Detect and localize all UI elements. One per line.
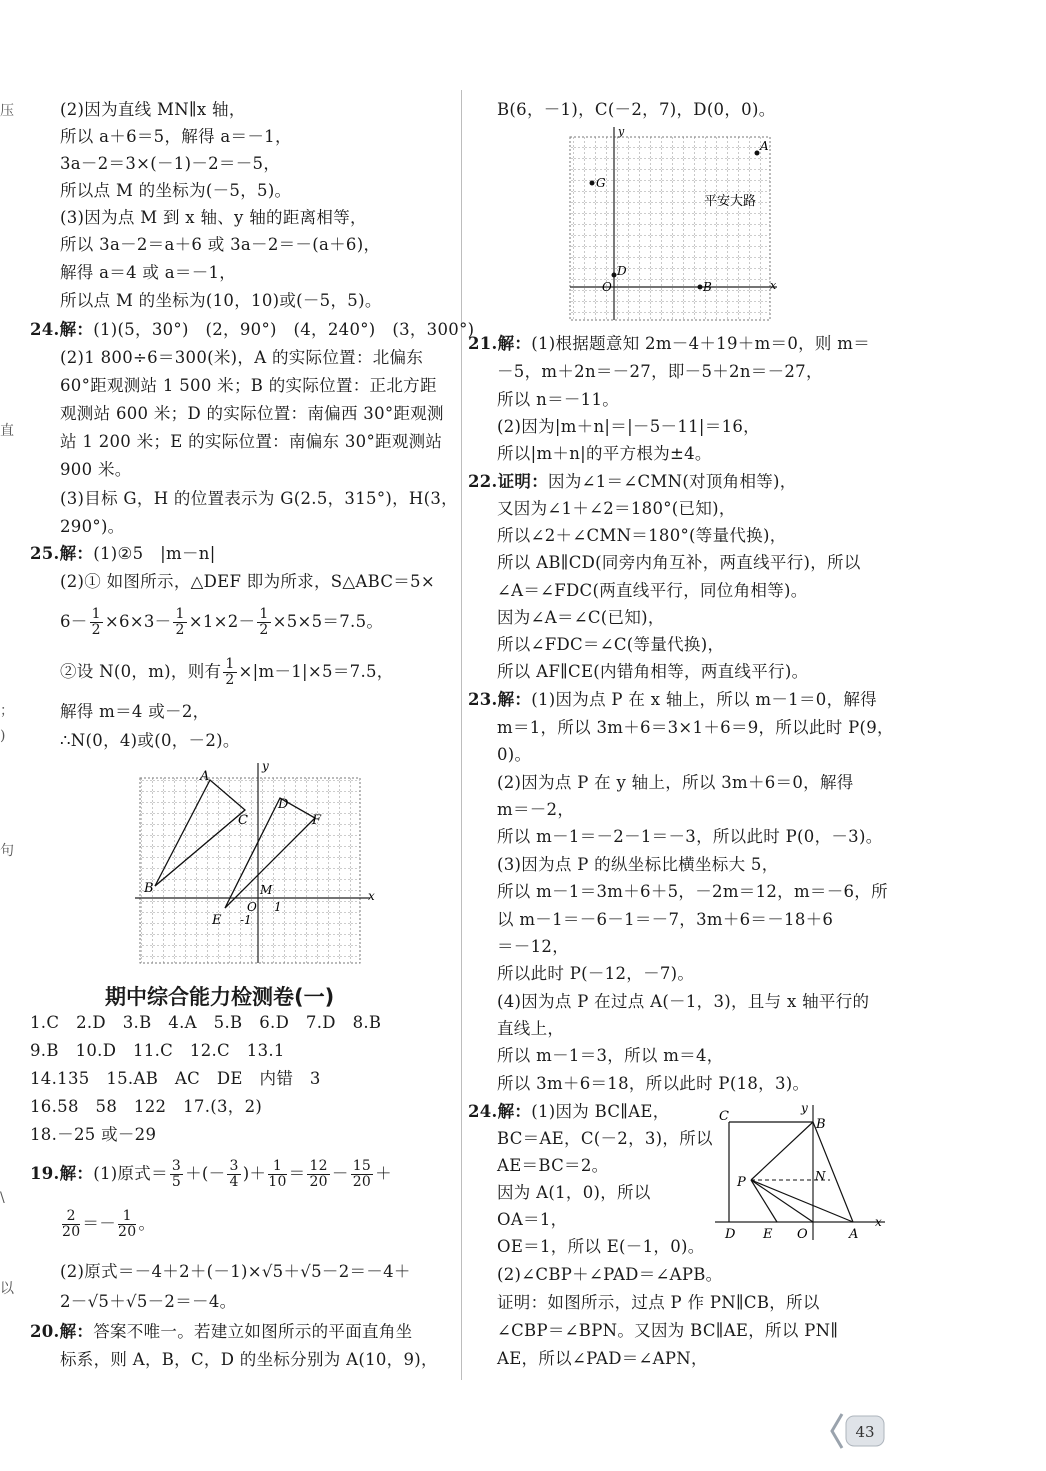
label-p: P [737, 1175, 746, 1190]
label-y: y [262, 759, 269, 773]
text-line: 900 米。 [60, 460, 132, 479]
label-a: A [200, 769, 210, 784]
text-line: 所以|m＋n|的平方根为±4。 [497, 444, 712, 463]
question-23-line [468, 690, 877, 710]
text-line: 所以 3m＋6＝18，所以此时 P(18，3)。 [497, 1074, 810, 1093]
label-d: D [617, 264, 627, 278]
text-line: 观测站 600 米；D 的实际位置：南偏西 30°距观测 [60, 404, 444, 423]
label-d: D [278, 797, 289, 812]
label-x: x [875, 1215, 882, 1229]
answer-line: 16.58 58 122 17.(3，2) [30, 1097, 263, 1116]
formula-line [60, 602, 383, 642]
text-line: 2－√5＋√5－2＝－4。 [60, 1292, 237, 1311]
text-line: (2)① 如图所示，△DEF 即为所求，S△ABC＝5× [60, 572, 435, 591]
text-line: (3)目标 G，H 的位置表示为 G(2.5，315°)，H(3， [60, 489, 458, 508]
text-line: 站 1 200 米；E 的实际位置：南偏东 30°距观测站 [60, 432, 443, 451]
fraction: $\frac{1}{2}$ [225, 656, 235, 688]
text-line: (3)因为点 M 到 x 轴、y 轴的距离相等， [60, 208, 367, 227]
fraction: $\frac{3}{5}$ [171, 1158, 182, 1190]
text: )＋ [242, 1164, 267, 1183]
text-line: 所以 n＝－11。 [497, 390, 620, 409]
margin-fragment: 句 [0, 843, 14, 859]
answer-label: 解： [59, 1164, 94, 1183]
text-line: OA＝1， [497, 1210, 568, 1229]
label-o: O [797, 1227, 808, 1242]
label-b: B [816, 1117, 826, 1132]
answer-label: 解： [497, 334, 532, 353]
point-a [755, 151, 760, 156]
label-x: x [770, 279, 777, 292]
text: ＝ [288, 1164, 306, 1183]
text-line: OE＝1，所以 E(－1，0)。 [497, 1237, 705, 1256]
label-e: E [212, 913, 222, 928]
text-line: B(6，－1)，C(－2，7)，D(0，0)。 [497, 100, 776, 119]
fraction: $\frac{2}{20}$ [62, 1208, 81, 1240]
label-e: E [763, 1227, 773, 1242]
text-line: 所以 m－1＝3m＋6＋5，－2m＝12，m＝－6，所 [497, 882, 888, 901]
fraction: $\frac{1}{10}$ [268, 1158, 287, 1190]
text-line: 290°)。 [60, 517, 125, 536]
road-label: 平安大路 [704, 194, 757, 209]
text-line: 所以 a＋6＝5，解得 a＝－1， [60, 127, 292, 146]
text-line: BC＝AE，C(－2，3)，所以 [497, 1129, 713, 1148]
formula-line [60, 652, 394, 692]
question-21-line [468, 334, 870, 354]
text-line: ＝－12， [497, 937, 569, 956]
answer-line: 9.B 10.D 11.C 12.C 13.1 [30, 1041, 285, 1060]
text-line: m＝1，所以 3m＋6＝3×1＋6＝9，所以此时 P(9， [497, 718, 894, 737]
text-line: 证明：如图所示，过点 P 作 PN∥CB，所以 [497, 1293, 820, 1312]
page-number-badge [828, 1410, 888, 1452]
fraction: $\frac{3}{4}$ [229, 1158, 239, 1190]
geometry-figure-q24 [715, 1100, 890, 1245]
exam-title: 期中综合能力检测卷(一) [105, 985, 335, 1009]
question-20-line [30, 1322, 412, 1342]
text: 答案不唯一。若建立如图所示的平面直角坐 [93, 1322, 413, 1341]
coordinate-grid-q20 [562, 125, 782, 325]
text: ×5×5＝7.5。 [272, 612, 384, 631]
text-line: 所以 AB∥CD(同旁内角互补，两直线平行)，所以 [497, 553, 861, 572]
answer-label: 证明： [497, 472, 549, 491]
text-line: ∠A＝∠FDC(两直线平行，同位角相等)。 [497, 581, 808, 600]
text: 6－ [60, 612, 88, 631]
question-number: 22. [468, 472, 498, 491]
label-x: x [368, 889, 375, 903]
text: ②设 N(0，m)，则有 [60, 662, 222, 681]
text-line: 所以∠FDC＝∠C(等量代换)， [497, 635, 725, 654]
answer-line: 1.C 2.D 3.B 4.A 5.B 6.D 7.D 8.B [30, 1013, 382, 1032]
text-line: m＝－2， [497, 800, 575, 819]
question-24-line [468, 1102, 670, 1122]
text: ×|m－1|×5＝7.5， [238, 662, 394, 681]
label-one: 1 [274, 900, 282, 914]
fraction: $\frac{12}{20}$ [309, 1158, 328, 1190]
label-g: G [596, 176, 606, 190]
text-line: 60°距观测站 1 500 米；B 的实际位置：正北方距 [60, 376, 437, 395]
label-b: B [144, 881, 154, 896]
point-b [698, 285, 703, 290]
text-line: 解得 a＝4 或 a＝－1， [60, 263, 237, 282]
question-number: 19. [30, 1164, 60, 1183]
text-line: 又因为∠1＋∠2＝180°(已知)， [497, 499, 736, 518]
text-line: 所以此时 P(－12，－7)。 [497, 964, 695, 983]
label-neg-one: -1 [240, 913, 252, 927]
text-line: (4)因为点 P 在过点 A(－1，3)，且与 x 轴平行的 [497, 992, 870, 1011]
question-25-line [30, 544, 216, 564]
segment-po [751, 1180, 813, 1222]
text: (1)②5 |m－n| [93, 544, 216, 563]
text: 因为∠1＝∠CMN(对顶角相等)， [548, 472, 797, 491]
text-line: (2)因为直线 MN∥x 轴， [60, 100, 246, 119]
answer-label: 解： [497, 1102, 532, 1121]
text: (1)(5，30°) (2，90°) (4，240°) (3，300°) [93, 320, 475, 339]
answer-label: 解： [497, 690, 532, 709]
question-number: 23. [468, 690, 498, 709]
text-line: AE，所以∠PAD＝∠APN， [497, 1349, 708, 1368]
label-y: y [801, 1101, 808, 1115]
label-f: F [312, 813, 322, 828]
page-number: 43 [855, 1423, 875, 1441]
text-line: 直线上， [497, 1019, 565, 1038]
answer-label: 解： [59, 544, 94, 563]
text-line: (2)∠CBP＋∠PAD＝∠APB。 [497, 1265, 723, 1284]
question-number: 21. [468, 334, 498, 353]
answer-label: 解： [59, 1322, 94, 1341]
text-line: 以 m－1＝－6－1＝－7，3m＋6＝－18＋6 [497, 910, 834, 929]
label-c: C [719, 1109, 729, 1124]
text: － [331, 1164, 349, 1183]
formula-line [60, 1204, 155, 1244]
label-y: y [618, 125, 625, 138]
text-line: 所以 3a－2＝a＋6 或 3a－2＝－(a＋6)， [60, 235, 381, 254]
text-line: (2)因为|m＋n|＝|－5－11|＝16， [497, 417, 760, 436]
text-line: 所以∠2＋∠CMN＝180°(等量代换)， [497, 526, 787, 545]
segment-pa [751, 1180, 853, 1222]
text-line: 所以 m－1＝3，所以 m＝4， [497, 1046, 724, 1065]
text: ×1×2－ [188, 612, 256, 631]
text: (1)根据题意知 2m－4＋19＋m＝0，则 m＝ [531, 334, 871, 353]
text: ＝－ [82, 1214, 117, 1233]
label-d: D [725, 1227, 736, 1242]
text-line: 因为 A(1，0)，所以 [497, 1183, 651, 1202]
margin-fragment: 压 [0, 103, 14, 119]
text: (1)因为 BC∥AE， [531, 1102, 670, 1121]
text-line: 所以点 M 的坐标为(10，10)或(－5，5)。 [60, 291, 382, 310]
margin-fragment: 直 [0, 423, 14, 439]
text: (1)因为点 P 在 x 轴上，所以 m－1＝0，解得 [531, 690, 877, 709]
text-line: －5，m＋2n＝－27，即－5＋2n＝－27， [497, 362, 823, 381]
fraction: $\frac{1}{2}$ [175, 606, 185, 638]
question-number: 20. [30, 1322, 60, 1341]
fraction: $\frac{15}{20}$ [352, 1158, 372, 1190]
column-divider [461, 90, 462, 1380]
answer-line: 14.135 15.AB AC DE 内错 3 [30, 1069, 321, 1088]
text: ＋(－ [185, 1164, 226, 1183]
text-line: (2)1 800÷6＝300(米)，A 的实际位置：北偏东 [60, 348, 424, 367]
text: (1)原式＝ [93, 1164, 168, 1183]
text-line: (2)因为点 P 在 y 轴上，所以 3m＋6＝0，解得 [497, 773, 854, 792]
segment-pe [751, 1180, 777, 1222]
question-number: 25. [30, 544, 60, 563]
question-number: 24. [468, 1102, 498, 1121]
margin-fragment: ) [0, 728, 6, 744]
label-c: C [238, 813, 248, 828]
text-line: 3a－2＝3×(－1)－2＝－5， [60, 154, 281, 173]
margin-fragment: 以 [0, 1281, 14, 1297]
label-a: A [849, 1227, 859, 1242]
segment-pb [751, 1122, 813, 1180]
fraction: $\frac{1}{2}$ [259, 606, 269, 638]
text-line: (2)原式＝－4＋2＋(－1)×√5＋√5－2＝－4＋ [60, 1262, 411, 1281]
question-19-line [30, 1154, 392, 1194]
text-line: 标系，则 A，B，C，D 的坐标分别为 A(10，9)， [60, 1350, 438, 1369]
point-g [590, 181, 595, 186]
coordinate-figure-q25 [130, 758, 380, 968]
text: ＋ [375, 1164, 392, 1183]
label-a: A [760, 139, 769, 153]
text: 。 [138, 1214, 156, 1233]
text: ×6×3－ [104, 612, 172, 631]
answer-label: 解： [59, 320, 94, 339]
text-line: 解得 m＝4 或－2， [60, 702, 210, 721]
margin-fragment: ； [0, 703, 14, 719]
text-line: 所以点 M 的坐标为(－5，5)。 [60, 181, 292, 200]
fraction: $\frac{1}{2}$ [91, 606, 101, 638]
question-24-line [30, 320, 474, 340]
label-m: M [260, 883, 273, 897]
text-line: (3)因为点 P 的纵坐标比横坐标大 5， [497, 855, 779, 874]
text-line: AE＝BC＝2。 [497, 1156, 609, 1175]
question-22-line [468, 472, 797, 492]
label-o: O [247, 900, 257, 914]
text-line: ∴N(0，4)或(0，－2)。 [60, 731, 240, 750]
chevron-left-icon [832, 1414, 842, 1448]
text-line: 所以 m－1＝－2－1＝－3，所以此时 P(0，－3)。 [497, 827, 883, 846]
point-d [612, 273, 617, 278]
text-line: 0)。 [497, 745, 532, 764]
fraction: $\frac{1}{20}$ [118, 1208, 137, 1240]
grid [570, 137, 770, 320]
text-line: 所以 AF∥CE(内错角相等，两直线平行)。 [497, 662, 809, 681]
answer-line: 18.－25 或－29 [30, 1125, 157, 1144]
label-o: O [602, 280, 612, 294]
text-line: 因为∠A＝∠C(已知)， [497, 608, 665, 627]
margin-fragment: \ [0, 1190, 5, 1206]
label-n: N [815, 1169, 826, 1183]
label-b: B [703, 280, 712, 294]
question-number: 24. [30, 320, 60, 339]
text-line: ∠CBP＝∠BPN。又因为 BC∥AE，所以 PN∥ [497, 1321, 839, 1340]
